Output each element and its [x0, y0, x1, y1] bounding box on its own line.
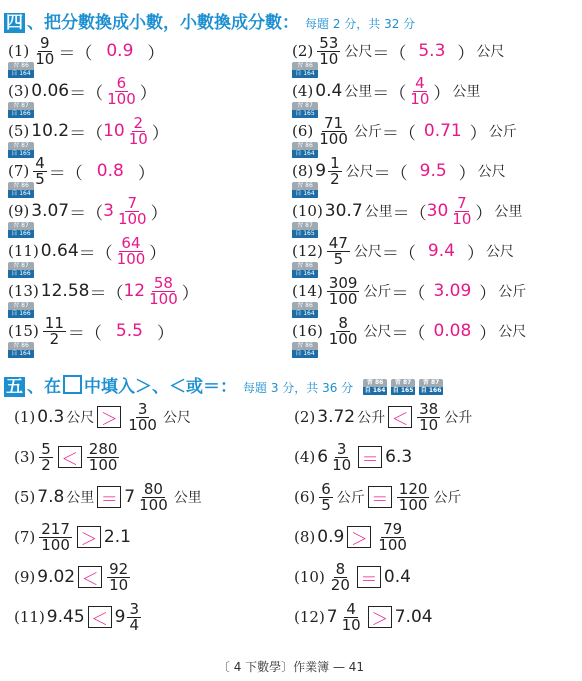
text: 217 [41, 519, 70, 538]
question-item [8, 194, 288, 228]
compare-item [14, 480, 294, 514]
compare-item [294, 600, 580, 634]
text: 10 [35, 49, 55, 68]
text: 53 [319, 34, 339, 52]
text: 79 [383, 519, 403, 538]
text: 公里 [494, 204, 523, 220]
text: 公尺 [498, 324, 527, 340]
text: (14) [292, 282, 323, 300]
answer: 0.9 [106, 41, 134, 61]
reference-badge [8, 102, 34, 119]
text: (9) [14, 568, 36, 586]
text: ＝（ [381, 243, 416, 264]
question-item [8, 234, 288, 268]
text: 公里 [452, 84, 481, 100]
text: 公尺 [344, 44, 373, 60]
text: 公尺 [363, 324, 392, 340]
text: ＝（ [391, 323, 426, 344]
text: 習 87 [8, 302, 34, 310]
compare-box: ＝ [97, 486, 121, 508]
text: 5.3 [418, 41, 446, 61]
text: ） [156, 323, 174, 344]
text: 自 165 [292, 110, 318, 118]
text: 公斤 [498, 284, 527, 300]
text: ） [457, 43, 475, 64]
text: 3 [336, 439, 347, 458]
text: 公斤 [433, 490, 462, 506]
reference-badge [8, 62, 34, 79]
text: ＝（ [372, 43, 407, 64]
text: 3.07 [31, 201, 70, 221]
text: 2 [330, 169, 340, 188]
text: (12) [292, 242, 323, 260]
text: (10) [292, 202, 323, 220]
text: 20 [330, 575, 350, 594]
text: ＝（ [58, 43, 93, 64]
compare-item [14, 600, 294, 634]
compare-box: ＜ [88, 606, 112, 628]
text: 習 86 [292, 142, 318, 150]
text: 8 [338, 313, 348, 332]
text: 100 [328, 289, 358, 308]
text: 5 [333, 249, 344, 268]
text: (3) [8, 82, 30, 100]
text: 4 [346, 599, 356, 618]
text: 10 [419, 415, 439, 434]
text: 每題 2 分，共 32 分 [305, 17, 416, 31]
text: ） [479, 283, 497, 304]
text: 7 [326, 607, 338, 627]
text: 100 [41, 535, 70, 554]
text: 0.4 [315, 81, 343, 101]
text: ＝（ [391, 283, 426, 304]
text: 公斤 [336, 490, 365, 506]
question-item [292, 114, 580, 148]
text: 自 166 [8, 110, 34, 118]
reference-badge [8, 142, 34, 159]
text: 自 164 [292, 310, 318, 318]
text: 100 [117, 209, 147, 228]
text: 6 [317, 447, 329, 467]
text: 習 86 [8, 182, 34, 190]
text: (4) [292, 82, 314, 100]
text: ） [469, 123, 487, 144]
text: 4 [35, 153, 45, 172]
text: 公斤 [488, 124, 517, 140]
text: 習 87 [292, 222, 318, 230]
text: (1) [8, 42, 30, 60]
text: 12.58 [40, 281, 90, 301]
text: 2.1 [103, 527, 131, 547]
text: ＝（ [78, 243, 113, 264]
reference-badge [8, 342, 34, 359]
question-item [292, 194, 580, 228]
text: 0.08 [433, 321, 472, 341]
text: 92 [109, 559, 129, 578]
text: 10 [452, 209, 472, 228]
text: 7.04 [394, 607, 433, 627]
question-item [292, 234, 580, 268]
text: 6 [321, 479, 331, 498]
text: 7 [124, 487, 136, 507]
text: 0.4 [383, 567, 411, 587]
text: 公尺 [353, 244, 382, 260]
reference-badge [292, 302, 318, 319]
text: 100 [328, 329, 358, 348]
text: 自 164 [292, 70, 318, 78]
text: 100 [398, 495, 428, 514]
text: (8) [294, 528, 316, 546]
text: 100 [149, 289, 178, 308]
reference-badge [292, 342, 318, 359]
text: 10 [103, 121, 125, 141]
compare-box: ＝ [358, 446, 382, 468]
text: 64 [121, 233, 141, 252]
text: 10 [332, 455, 352, 474]
text: 309 [328, 273, 358, 292]
text: 自 164 [292, 350, 318, 358]
text: 9 [315, 161, 327, 181]
text: (7) [14, 528, 36, 546]
page-footer: 〔 4 下數學〕作業簿 — 41 [217, 660, 365, 674]
text: 公尺 [162, 410, 191, 426]
text: 習 87 [8, 102, 34, 110]
text: 2 [41, 455, 51, 474]
text: (5) [14, 488, 36, 506]
text: ） [479, 323, 497, 344]
text: ） [139, 83, 157, 104]
text: 10 [128, 129, 148, 148]
text: 5 [41, 439, 51, 458]
text: (11) [14, 608, 45, 626]
reference-badge [8, 302, 34, 319]
compare-box: ＞ [347, 526, 371, 548]
text: 9 [40, 33, 50, 52]
text: ） [475, 203, 493, 224]
text: 5 [35, 169, 45, 188]
question-item [8, 114, 288, 148]
question-item [8, 74, 288, 108]
text: 自 164 [8, 190, 34, 198]
text: 100 [319, 129, 348, 148]
text: (6) [292, 122, 314, 140]
text: 3 [129, 599, 140, 618]
compare-item [294, 520, 580, 554]
text: ） [137, 163, 155, 184]
text: 2 [133, 113, 144, 132]
reference-badge [8, 182, 34, 199]
text: 自 165 [8, 150, 34, 158]
text: 習 87 [292, 102, 318, 110]
text: 10.2 [31, 121, 70, 141]
text: 自 164 [292, 150, 318, 158]
question-item [292, 314, 580, 348]
text: 0.06 [31, 81, 70, 101]
reference-badge [8, 262, 34, 279]
section5-left-column [14, 400, 294, 634]
question-item [8, 154, 288, 188]
text: 公里 [173, 490, 202, 506]
compare-box: ＜ [58, 446, 82, 468]
text: ） [149, 243, 167, 264]
text: (2) [294, 408, 316, 426]
compare-box: ＜ [78, 566, 102, 588]
text: 120 [398, 479, 428, 498]
fraction [33, 33, 56, 68]
text: 100 [128, 415, 157, 434]
text: 4 [129, 615, 140, 634]
text: 100 [107, 89, 136, 108]
reference-badge [292, 182, 318, 199]
text: 2 [49, 329, 60, 348]
text: 3 [137, 399, 148, 418]
text: 1 [330, 153, 340, 172]
text: 10 [410, 89, 430, 108]
question-item [8, 314, 288, 348]
text: 公斤 [363, 284, 392, 300]
text: 0.9 [317, 527, 345, 547]
empty-box-icon [63, 375, 82, 394]
text: ＝（ [373, 163, 408, 184]
text: ＝（ [392, 203, 427, 224]
text: 9.02 [37, 567, 76, 587]
text: (15) [8, 322, 39, 340]
text: (7) [8, 162, 30, 180]
text: ＝（ [69, 203, 104, 224]
compare-box: ＞ [77, 526, 101, 548]
text: 自 166 [420, 386, 442, 394]
text: 自 165 [292, 230, 318, 238]
text: ） [151, 123, 169, 144]
text: (11) [8, 242, 39, 260]
text: 30.7 [324, 201, 363, 221]
text: ） [147, 43, 165, 64]
text: 自 164 [8, 350, 34, 358]
text: 習 86 [363, 379, 387, 387]
text: 80 [143, 479, 163, 498]
reference-badge [292, 222, 318, 239]
text: 公里 [66, 490, 95, 506]
text: 習 86 [292, 262, 318, 270]
text: 公尺 [485, 244, 514, 260]
text: 公尺 [345, 164, 374, 180]
text: (13) [8, 282, 39, 300]
section5-right-column [294, 400, 580, 634]
text: 習 86 [292, 182, 318, 190]
text: (9) [8, 202, 30, 220]
text: ＝（ [372, 83, 407, 104]
question-item [292, 154, 580, 188]
text: 9.4 [427, 241, 455, 261]
reference-badge [292, 262, 318, 279]
text: 0.71 [423, 121, 462, 141]
text: 11 [44, 313, 64, 332]
text: 0.64 [40, 241, 79, 261]
text: 習 86 [292, 342, 318, 350]
text: (12) [294, 608, 325, 626]
text: 7.8 [37, 487, 65, 507]
text: 公斤 [353, 124, 382, 140]
text: (3) [14, 448, 36, 466]
text: 100 [88, 455, 118, 474]
text: 47 [328, 233, 348, 252]
text: (10) [294, 568, 325, 586]
text: 自 164 [292, 270, 318, 278]
text: 公里 [364, 204, 393, 220]
section5-title [4, 372, 443, 397]
text: ） [458, 163, 476, 184]
reference-badge [292, 142, 318, 159]
text: 6 [116, 73, 127, 92]
text: 習 86 [292, 302, 318, 310]
text: 10 [341, 615, 361, 634]
text: 中填入＞、＜或＝： [84, 377, 237, 397]
compare-box: ＜ [388, 406, 412, 428]
text: (1) [14, 408, 36, 426]
text: 38 [419, 399, 439, 418]
answer-fraction [105, 73, 138, 108]
question-item [292, 74, 580, 108]
text: (16) [292, 322, 323, 340]
compare-box: ＞ [368, 606, 392, 628]
question-item [292, 34, 580, 68]
text: 71 [324, 113, 344, 132]
text: (4) [294, 448, 316, 466]
text: ） [433, 83, 451, 104]
text: ） [181, 283, 199, 304]
text: 自 166 [8, 230, 34, 238]
text: 3.72 [317, 407, 356, 427]
text: 12 [123, 281, 146, 301]
compare-item [294, 400, 580, 434]
text: 100 [139, 495, 168, 514]
text: 100 [116, 249, 146, 268]
text: ＝（ [69, 83, 104, 104]
reference-badge [391, 379, 415, 396]
text: ＝（ [48, 163, 83, 184]
text: 10 [319, 49, 339, 68]
text: 自 164 [364, 386, 386, 394]
text: 4 [415, 73, 425, 92]
text: 自 164 [292, 190, 318, 198]
text: 四 [6, 13, 23, 33]
text: (2) [292, 42, 314, 60]
text: ＝（ [381, 123, 416, 144]
text: 30 [426, 201, 449, 221]
text: 自 166 [8, 310, 34, 318]
text: 5.5 [115, 321, 143, 341]
text: 8 [335, 559, 346, 578]
text: 7 [457, 193, 467, 212]
text: 6.3 [385, 447, 413, 467]
text: 公升 [444, 410, 473, 426]
compare-item [14, 520, 294, 554]
text: 公升 [357, 410, 386, 426]
text: 280 [88, 439, 118, 458]
text: 自 165 [392, 386, 414, 394]
question-item [8, 274, 288, 308]
text: 、把分數換成小數，小數換成分數： [27, 13, 299, 33]
text: 3 [103, 201, 114, 221]
text: 習 86 [8, 62, 34, 70]
text: 0.8 [96, 161, 124, 181]
compare-item [14, 560, 294, 594]
compare-box: ＞ [97, 406, 121, 428]
text: ） [466, 243, 484, 264]
text: 58 [153, 273, 173, 292]
reference-badge [419, 379, 443, 396]
question-item [292, 274, 580, 308]
compare-item [14, 400, 294, 434]
reference-badge [292, 62, 318, 79]
text: 每題 3 分，共 36 分 [243, 381, 354, 395]
text: 五 [6, 377, 23, 397]
text: 自 166 [8, 270, 34, 278]
reference-badge [8, 222, 34, 239]
text: 7 [127, 193, 138, 212]
compare-item [294, 440, 580, 474]
section4-right-column [292, 34, 580, 348]
reference-badge [363, 379, 387, 396]
compare-box: ＝ [368, 486, 392, 508]
answer-fraction [127, 113, 150, 148]
text: 公里 [344, 84, 373, 100]
text: 3.09 [433, 281, 472, 301]
text: ＝（ [69, 123, 104, 144]
text: 習 87 [419, 379, 443, 387]
text: 、在 [27, 377, 61, 397]
text: 9 [114, 607, 126, 627]
text: 自 164 [8, 70, 34, 78]
text: 習 87 [8, 222, 34, 230]
compare-box: ＝ [357, 566, 381, 588]
text: ＝（ [67, 323, 102, 344]
text: 9.5 [419, 161, 447, 181]
text: (8) [292, 162, 314, 180]
text: (6) [294, 488, 316, 506]
text: 習 87 [391, 379, 415, 387]
section5-reference-badges [363, 379, 443, 396]
text: 習 87 [8, 142, 34, 150]
text: 習 86 [8, 342, 34, 350]
text: 公尺 [477, 164, 506, 180]
text: 10 [109, 575, 129, 594]
text: 5 [321, 495, 331, 514]
reference-badge [292, 102, 318, 119]
compare-item [294, 560, 580, 594]
text: 0.3 [37, 407, 65, 427]
text: (5) [8, 122, 30, 140]
section4-title [4, 8, 415, 33]
compare-item [14, 440, 294, 474]
text: 100 [378, 535, 407, 554]
text: 公尺 [476, 44, 505, 60]
compare-item [294, 480, 580, 514]
question-item [8, 34, 288, 68]
text: 習 87 [8, 262, 34, 270]
text: ） [150, 203, 168, 224]
text: 公尺 [66, 410, 95, 426]
text: 習 86 [292, 62, 318, 70]
section4-left-column [8, 34, 288, 348]
text: 9.45 [46, 607, 85, 627]
text: ＝（ [89, 283, 124, 304]
